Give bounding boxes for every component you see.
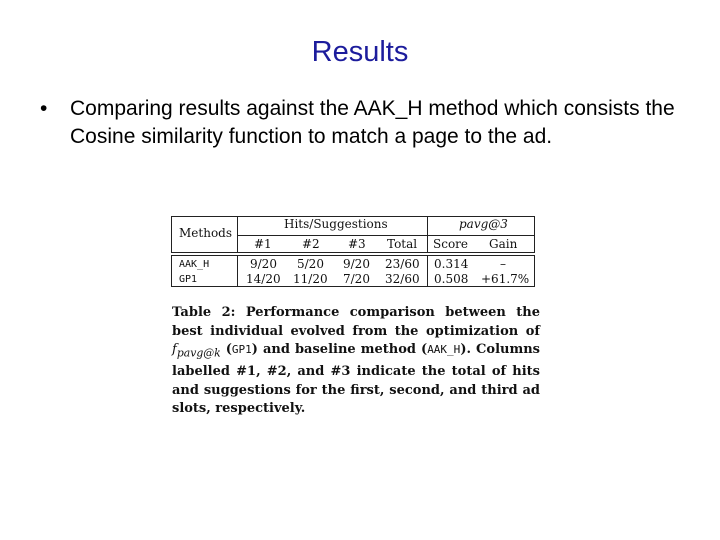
cell-col1: 14/20 [246, 272, 281, 286]
slide-title: Results [311, 36, 409, 68]
caption-func: f [172, 342, 177, 357]
header-col-3: #3 [348, 237, 366, 251]
cell-gain: +61.7% [481, 272, 530, 286]
header-total: Total [387, 237, 418, 251]
header-bottom-2 [171, 255, 535, 256]
header-divider [237, 235, 535, 236]
cell-score: 0.508 [434, 272, 469, 286]
cell-total: 23/60 [385, 257, 420, 271]
cell-total: 32/60 [385, 272, 420, 286]
body-border-left [171, 255, 172, 287]
cell-col1: 9/20 [250, 257, 277, 271]
bullet-mark: • [40, 97, 48, 120]
cell-score: 0.314 [434, 257, 469, 271]
caption-aakh: AAK_H [427, 343, 461, 356]
cell-col3: 9/20 [343, 257, 370, 271]
body-col-divider-methods [237, 255, 238, 287]
caption-gp1: GP1 [231, 343, 252, 356]
table-border-left [171, 216, 172, 253]
cell-gain: – [500, 257, 506, 271]
caption-h3: #3 [330, 364, 351, 380]
caption-part4: ). Columns labelled [172, 342, 540, 380]
body-border-right [534, 255, 535, 287]
header-pavg: pavg@3 [459, 217, 508, 231]
header-score: Score [433, 237, 469, 251]
header-methods: Methods [179, 226, 233, 240]
cell-col2: 11/20 [293, 272, 328, 286]
caption-label: Table 2: [172, 305, 236, 320]
results-table [171, 216, 535, 287]
table-border-bottom [171, 286, 535, 287]
caption-part5: , and [286, 364, 331, 380]
cell-col2: 5/20 [297, 257, 324, 271]
header-hits-suggestions: Hits/Suggestions [284, 217, 388, 231]
header-col-2: #2 [302, 237, 320, 251]
header-bottom-1 [171, 252, 535, 253]
table-caption [172, 304, 540, 419]
col-divider-methods [237, 216, 238, 253]
caption-part6: indicate the total of hits and suggestions for the first, second, and third ad slots, respectively. [172, 364, 540, 417]
cell-method: GP1 [179, 274, 198, 285]
bullet-text: Comparing results against the AAK_H method which consists the Cosine similarity function to match a page to the ad. [70, 97, 675, 148]
cell-method: AAK_H [179, 259, 210, 270]
caption-part3: ) and baseline method ( [251, 342, 428, 357]
caption-h1: #1, #2 [236, 364, 287, 380]
caption-func-sub: pavg@k [176, 346, 221, 360]
header-col-1: #1 [254, 237, 272, 251]
header-gain: Gain [489, 237, 518, 251]
caption-part1: Performance comparison between the best individual evolved from the optimization of [172, 305, 540, 339]
col-divider-group [427, 216, 428, 253]
body-col-divider-group [427, 255, 428, 287]
caption-part2: ( [220, 342, 232, 357]
cell-col3: 7/20 [343, 272, 370, 286]
